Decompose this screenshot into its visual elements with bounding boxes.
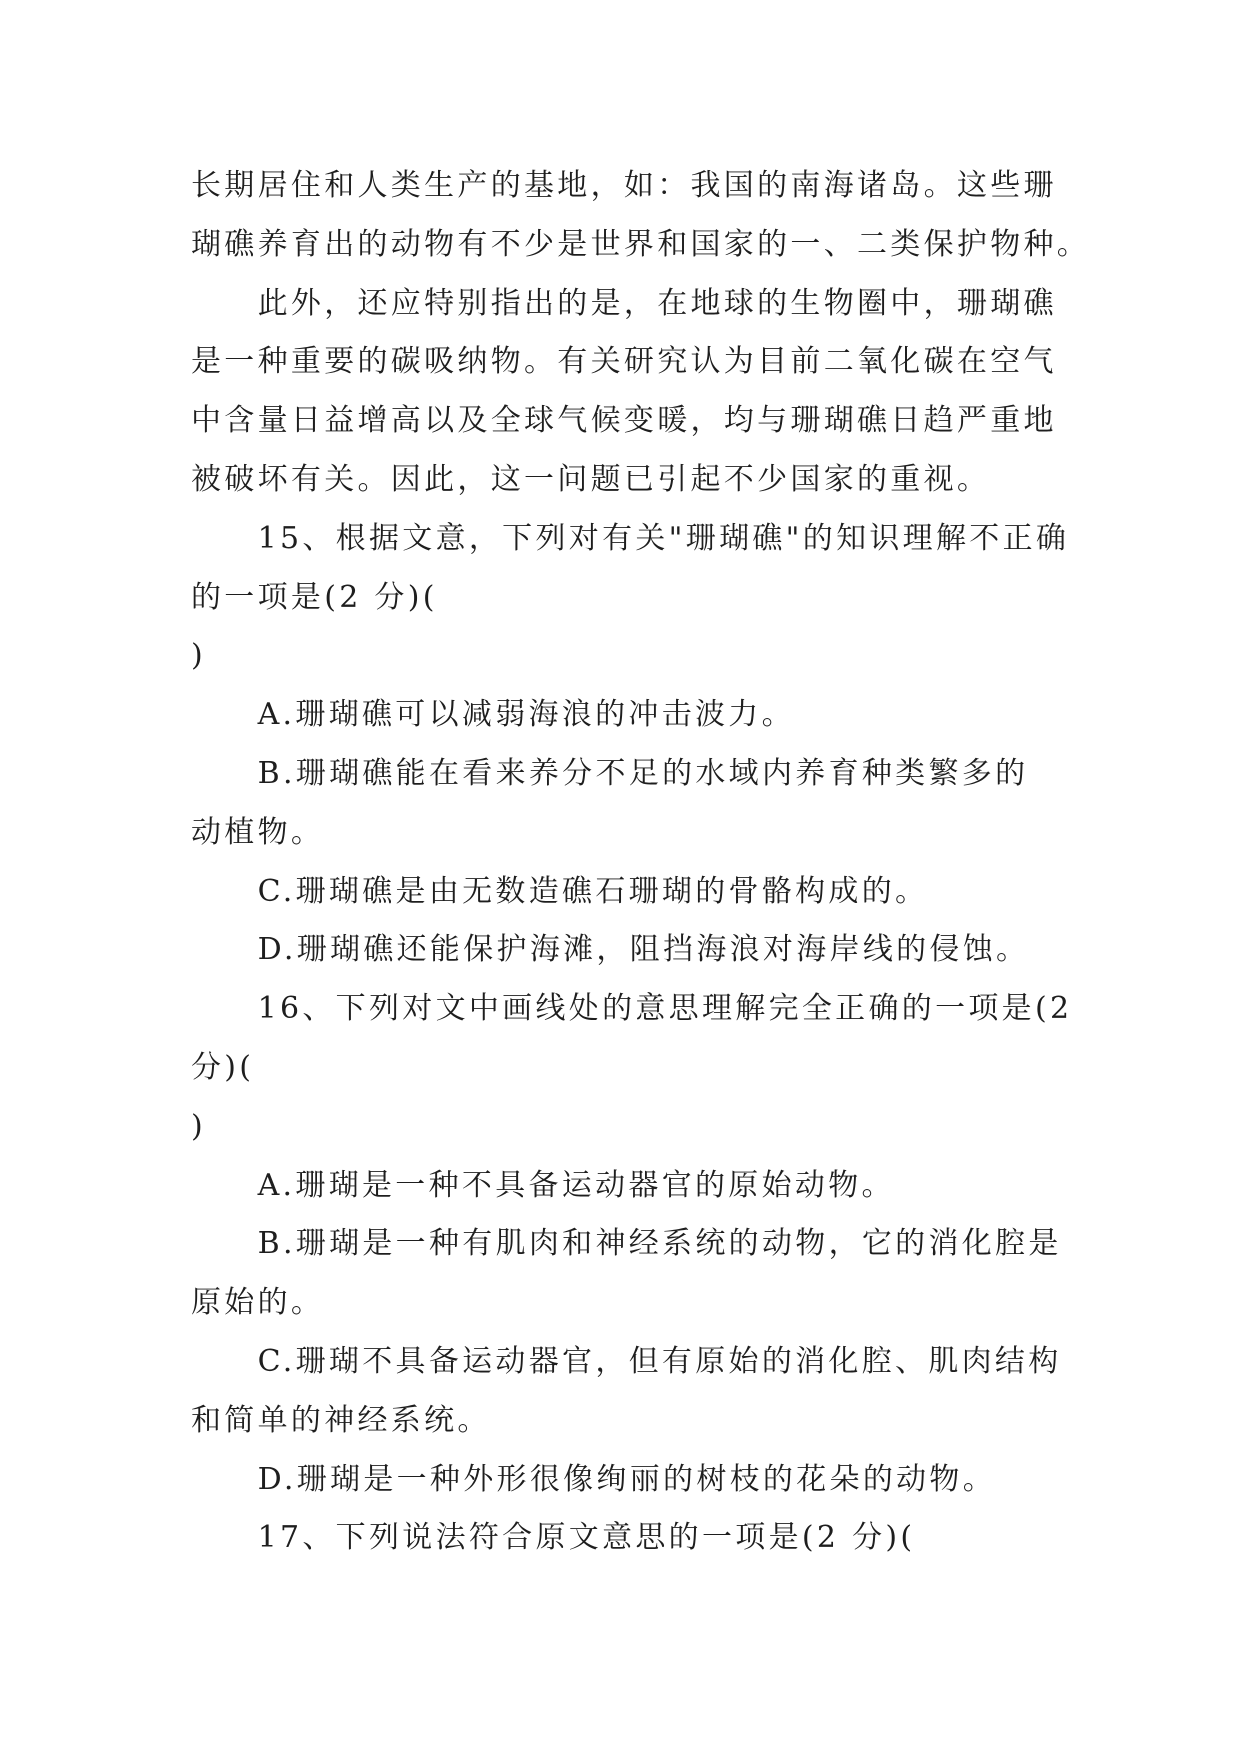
question-stem-line: 16、下列对文中画线处的意思理解完全正确的一项是(2 — [257, 991, 1073, 1027]
passage-line: 是一种重要的碳吸纳物。有关研究认为目前二氧化碳在空气 — [191, 344, 1057, 380]
question-stem — [191, 1509, 1191, 1568]
option-b — [191, 1215, 1191, 1333]
option-line: A.珊瑚是一种不具备运动器官的原始动物。 — [257, 1167, 895, 1203]
option-c — [191, 1333, 1191, 1451]
question-stem — [191, 980, 1191, 1156]
option-line: B.珊瑚礁能在看来养分不足的水域内养育种类繁多的 — [257, 755, 1029, 791]
option-line: B.珊瑚是一种有肌肉和神经系统的动物，它的消化腔是 — [257, 1226, 1062, 1262]
question-16 — [191, 980, 1191, 1509]
question-stem-line: ) — [191, 638, 207, 674]
option-line: C.珊瑚不具备运动器官，但有原始的消化腔、肌肉结构 — [257, 1343, 1062, 1379]
question-stem-line: 的一项是(2 分)( — [191, 579, 438, 615]
question-stem-line: ) — [191, 1108, 207, 1144]
option-line: D.珊瑚礁还能保护海滩，阻挡海浪对海岸线的侵蚀。 — [257, 932, 1030, 968]
document-body — [191, 157, 1191, 1568]
question-stem-line: 分)( — [191, 1049, 255, 1085]
option-a — [191, 1157, 1191, 1216]
question-stem — [191, 510, 1191, 686]
option-line: 动植物。 — [191, 814, 325, 850]
option-line: C.珊瑚礁是由无数造礁石珊瑚的骨骼构成的。 — [257, 873, 929, 909]
question-17 — [191, 1509, 1191, 1568]
passage-continued-paragraph — [191, 157, 1191, 275]
passage-line: 被破坏有关。因此，这一问题已引起不少国家的重视。 — [191, 461, 991, 497]
option-line: 原始的。 — [191, 1285, 325, 1321]
option-d — [191, 1451, 1191, 1510]
option-line: D.珊瑚是一种外形很像绚丽的树枝的花朵的动物。 — [257, 1461, 997, 1497]
option-line: 和简单的神经系统。 — [191, 1402, 491, 1438]
option-d — [191, 921, 1191, 980]
option-b — [191, 745, 1191, 863]
passage-line: 此外，还应特别指出的是，在地球的生物圈中，珊瑚礁 — [257, 285, 1057, 321]
question-15 — [191, 510, 1191, 980]
option-line: A.珊瑚礁可以减弱海浪的冲击波力。 — [257, 697, 795, 733]
option-c — [191, 863, 1191, 922]
passage-line: 中含量日益增高以及全球气候变暖，均与珊瑚礁日趋严重地 — [191, 403, 1057, 439]
passage-line: 长期居住和人类生产的基地，如：我国的南海诸岛。这些珊 — [191, 168, 1057, 203]
question-stem-line: 17、下列说法符合原文意思的一项是(2 分)( — [257, 1520, 916, 1556]
passage-line: 瑚礁养育出的动物有不少是世界和国家的一、二类保护物种。 — [191, 226, 1091, 262]
passage-paragraph — [191, 275, 1191, 510]
question-stem-line: 15、根据文意，下列对有关"珊瑚礁"的知识理解不正确 — [257, 520, 1070, 556]
option-a — [191, 686, 1191, 745]
